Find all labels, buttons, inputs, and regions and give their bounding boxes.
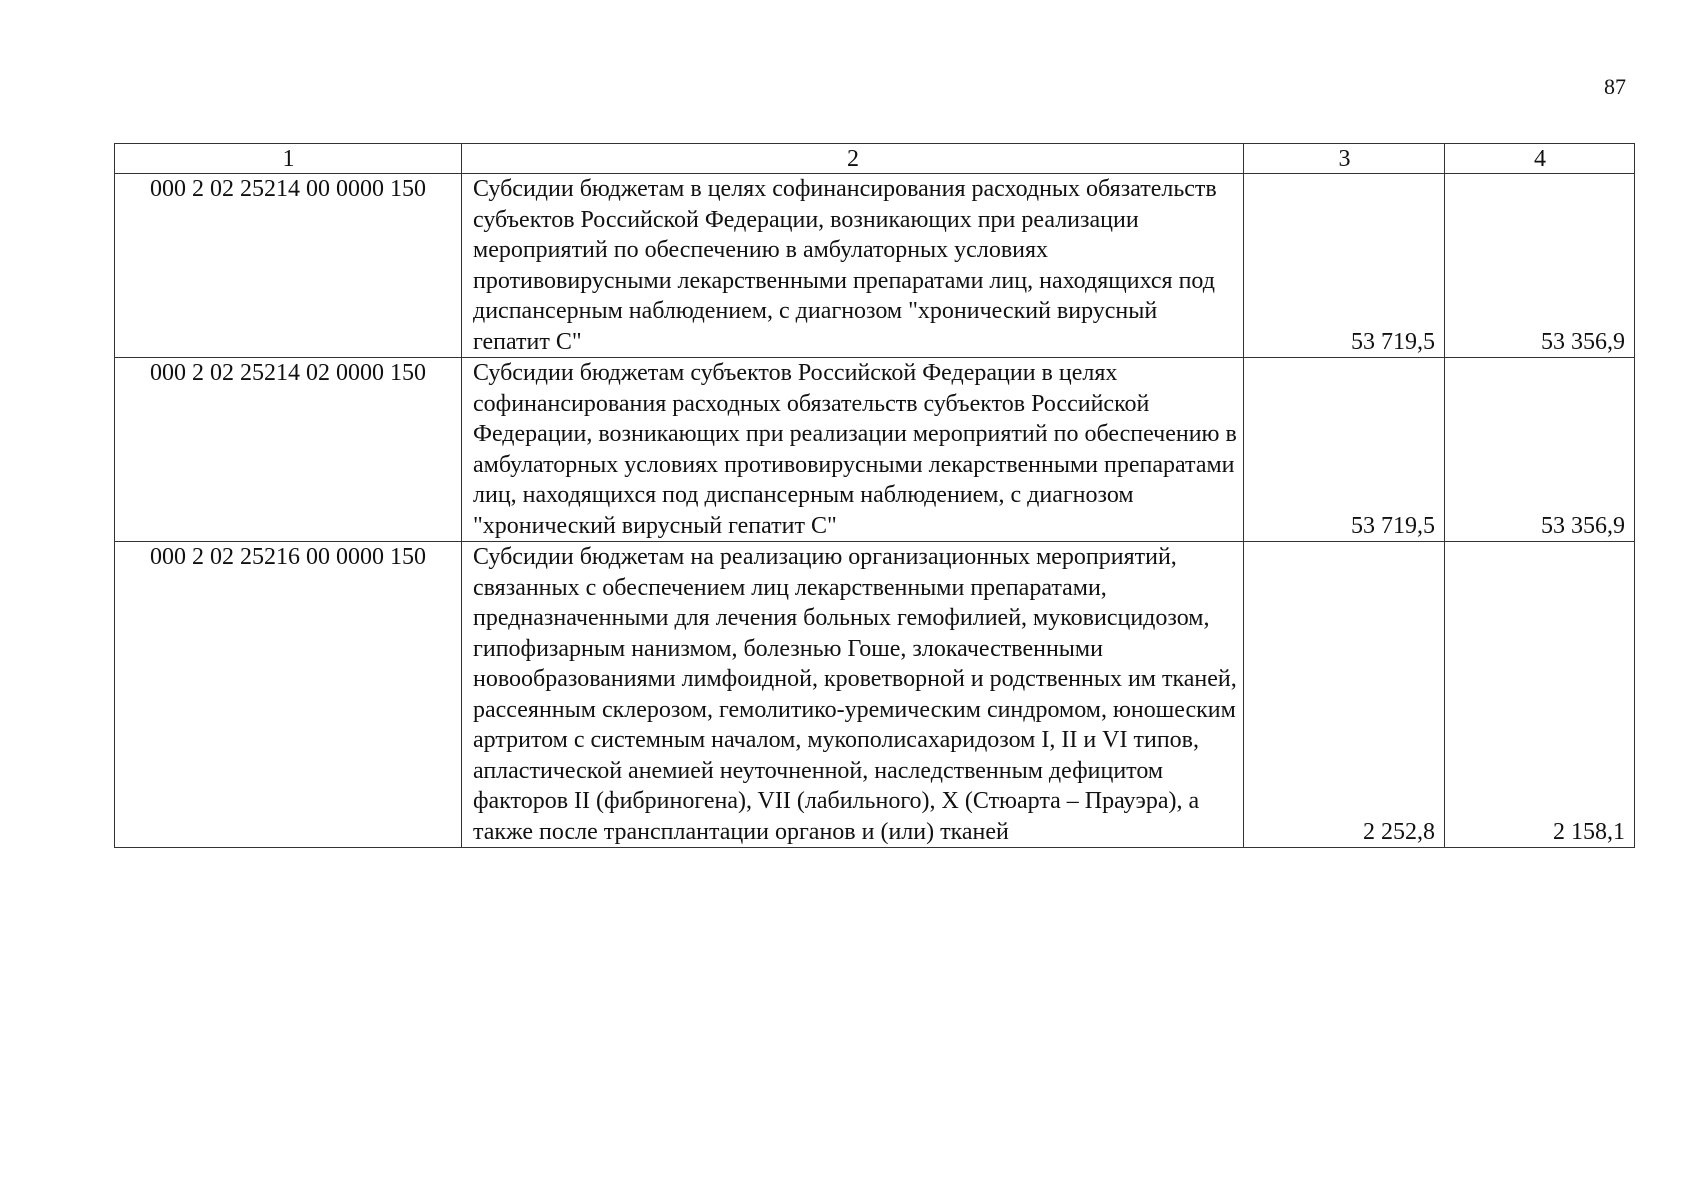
column-header-2: 2 (462, 144, 1244, 174)
budget-code-cell: 000 2 02 25214 02 0000 150 (115, 358, 462, 542)
page-number: 87 (1604, 74, 1626, 99)
table-row (115, 358, 1635, 542)
budget-table (114, 143, 1635, 848)
column-header-4: 4 (1445, 144, 1635, 174)
description-cell: Субсидии бюджетам в целях софинансирования расходных обязательств субъектов Российской Федерации, возникающих при реализации мероприятий по обеспечению в амбулаторных условиях противовирусными лекарственными препаратами лиц, находящихся под диспансерным наблюдением, с диагнозом "хронический вирусный гепатит С" (462, 174, 1244, 358)
amount-col4-cell: 2 158,1 (1445, 542, 1635, 848)
amount-col3-cell: 53 719,5 (1244, 174, 1445, 358)
column-header-1: 1 (115, 144, 462, 174)
amount-col4-cell: 53 356,9 (1445, 358, 1635, 542)
column-header-3: 3 (1244, 144, 1445, 174)
table-row (115, 174, 1635, 358)
amount-col3-cell: 53 719,5 (1244, 358, 1445, 542)
budget-code-cell: 000 2 02 25216 00 0000 150 (115, 542, 462, 848)
table-header-row (115, 144, 1635, 174)
table-row (115, 542, 1635, 848)
budget-code-cell: 000 2 02 25214 00 0000 150 (115, 174, 462, 358)
amount-col4-cell: 53 356,9 (1445, 174, 1635, 358)
amount-col3-cell: 2 252,8 (1244, 542, 1445, 848)
description-cell: Субсидии бюджетам субъектов Российской Федерации в целях софинансирования расходных обязательств субъектов Российской Федерации, возникающих при реализации мероприятий по обеспечению в амбулаторных условиях противовирусными лекарственными препаратами лиц, находящихся под диспансерным наблюдением, с диагнозом "хронический вирусный гепатит С" (462, 358, 1244, 542)
description-cell: Субсидии бюджетам на реализацию организационных мероприятий, связанных с обеспечением лиц лекарственными препаратами, предназначенными для лечения больных гемофилией, муковисцидозом, гипофизарным нанизмом, болезнью Гоше, злокачественными новообразованиями лимфоидной, кроветворной и родственных им тканей, рассеянным склерозом, гемолитико-уремическим синдромом, юношеским артритом с системным началом, мукополисахаридозом I, II и VI типов, апластической анемией неуточненной, наследственным дефицитом факторов II (фибриногена), VII (лабильного), X (Стюарта – Прауэра), а также после трансплантации органов и (или) тканей (462, 542, 1244, 848)
